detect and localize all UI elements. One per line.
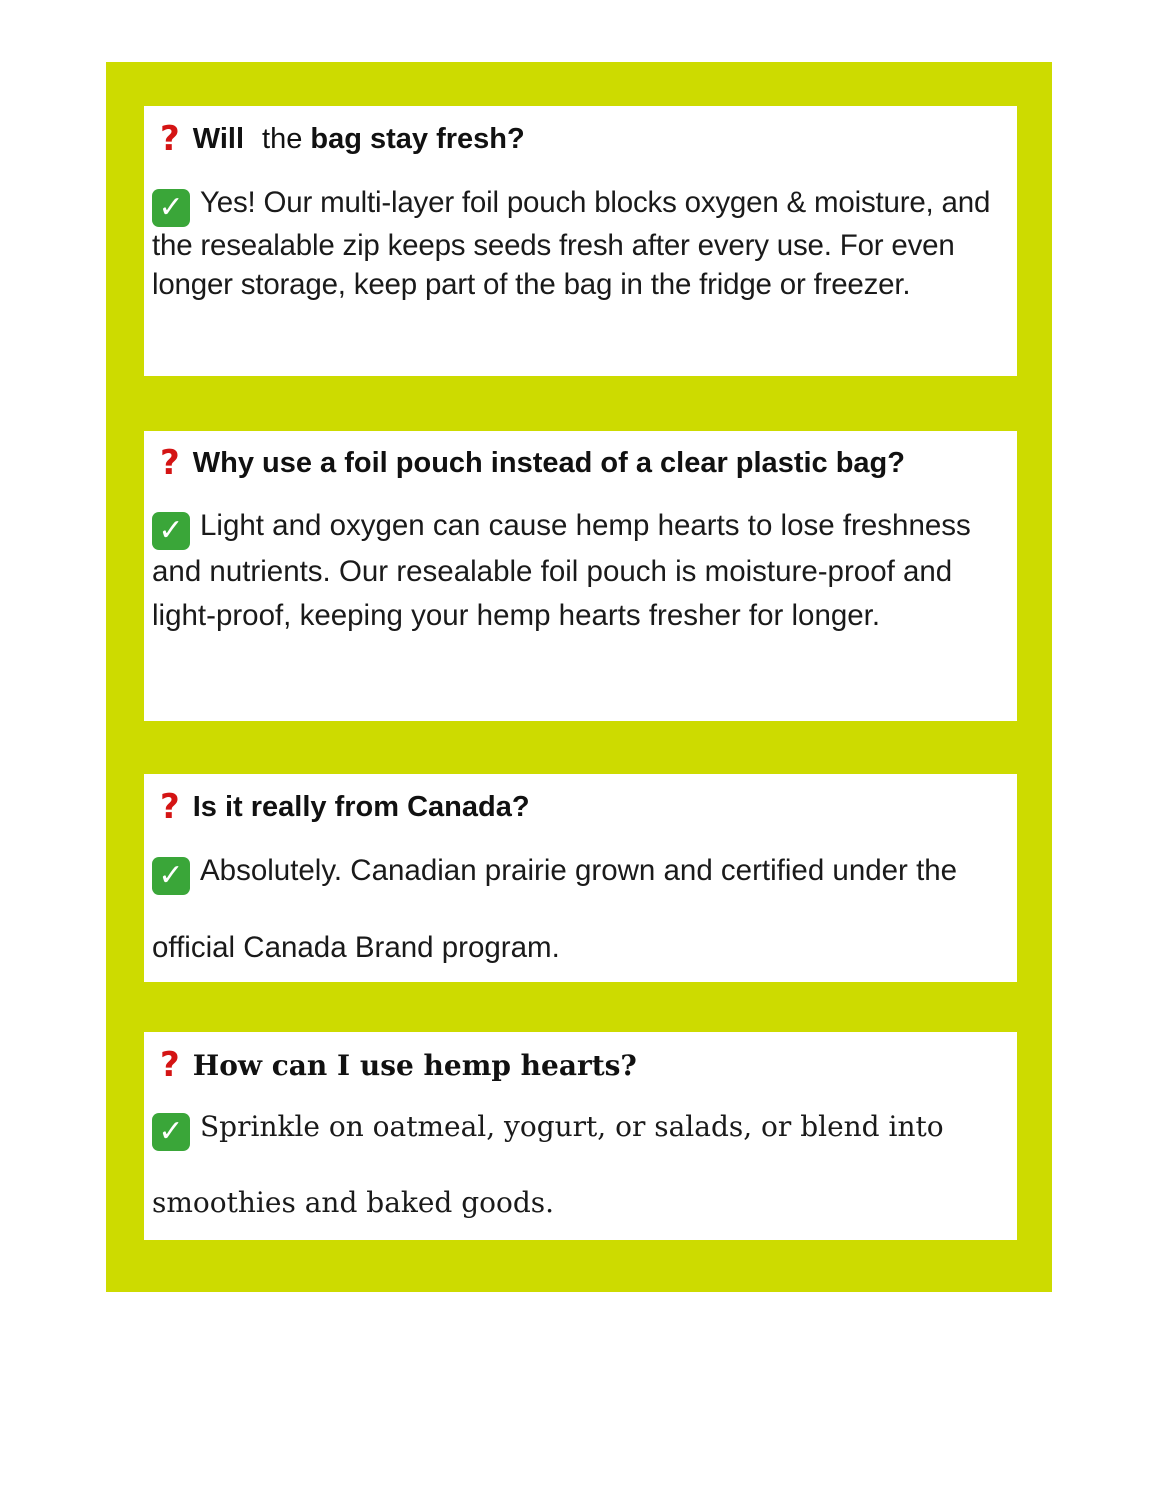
question-mark-icon: ? [160,443,180,483]
check-mark-icon: ✓ [152,189,190,227]
question-text: Why use a foil pouch instead of a clear plastic bag? [192,446,905,479]
question-mark-icon: ? [160,1045,180,1085]
question-text: bag stay fresh? [310,122,525,155]
faq-answer [152,184,1003,304]
question-text: How can I use hemp hearts? [192,1048,637,1082]
faq-question [160,787,1003,827]
question-text: the [262,122,303,155]
faq-question [160,119,1003,159]
faq-card [144,106,1017,376]
faq-card [144,431,1017,721]
answer-text: Sprinkle on oatmeal, yogurt, or salads, or blend into [200,1110,944,1143]
faq-answer [152,504,1003,638]
faq-card [144,774,1017,982]
answer-text: official Canada Brand program. [152,931,560,964]
faq-answer [152,1108,1003,1233]
answer-text: Yes! Our multi-layer foil pouch blocks oxygen & moisture, and the resealable zip keeps seeds fresh after every use. For even longer storage, keep part of the bag in the fridge or freezer. [152,186,991,301]
faq-card [144,1032,1017,1240]
check-mark-icon: ✓ [152,1113,190,1151]
question-text: Will [192,122,245,155]
faq-question [160,1045,1003,1085]
question-mark-icon: ? [160,787,180,827]
faq-answer [152,852,1003,979]
answer-text: Light and oxygen can cause hemp hearts to lose freshness and nutrients. Our resealable foil pouch is moisture-proof and light-proof, keeping your hemp hearts fresher for longer. [152,509,971,632]
faq-panel [106,62,1052,1292]
question-text: Is it really from Canada? [192,790,530,823]
answer-text: Absolutely. Canadian prairie grown and certified under the [200,854,958,887]
check-mark-icon: ✓ [152,512,190,550]
check-mark-icon: ✓ [152,857,190,895]
answer-text: smoothies and baked goods. [152,1186,555,1219]
faq-question [160,443,1003,483]
question-mark-icon: ? [160,119,180,159]
